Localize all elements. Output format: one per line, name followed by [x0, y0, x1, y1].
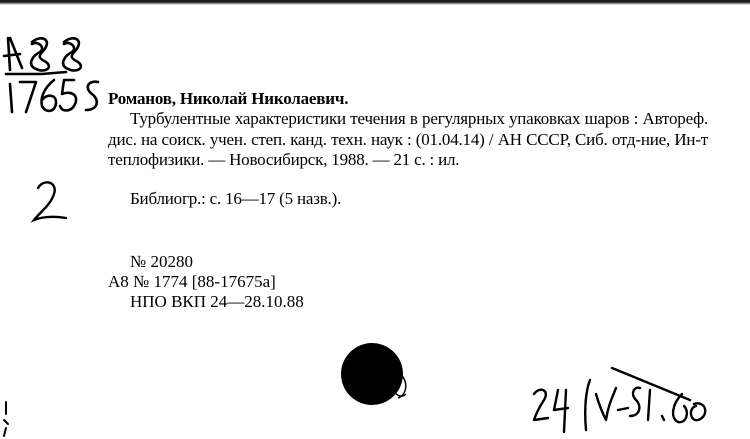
- registration-line: НПО ВКП 24—28.10.88: [130, 292, 304, 311]
- author-name: Романов, Николай Николаевич.: [108, 89, 349, 108]
- catalog-number: А8 № 1774 [88-17675a]: [108, 272, 276, 291]
- ink-blot: [338, 340, 412, 406]
- title-description: Турбулентные характеристики течения в регулярных упаковках шаров : Автореф. дис. на соиск. учен. степ. канд. техн. наук : (01.04.14) / АН СССР, Сиб. отд-ние, Ин-т теплофизики. — Новосибирск, 1988. — 21 с. : ил.: [108, 109, 708, 169]
- card-top-edge: [0, 0, 750, 5]
- corner-ink-marks: [0, 400, 16, 439]
- order-number: № 20280: [130, 252, 193, 271]
- handwritten-date: [530, 360, 715, 435]
- handwritten-shelf-code: [2, 34, 114, 118]
- handwritten-mark-2: [28, 176, 72, 224]
- bibliography-note: Библиогр.: с. 16—17 (5 назв.).: [130, 189, 342, 208]
